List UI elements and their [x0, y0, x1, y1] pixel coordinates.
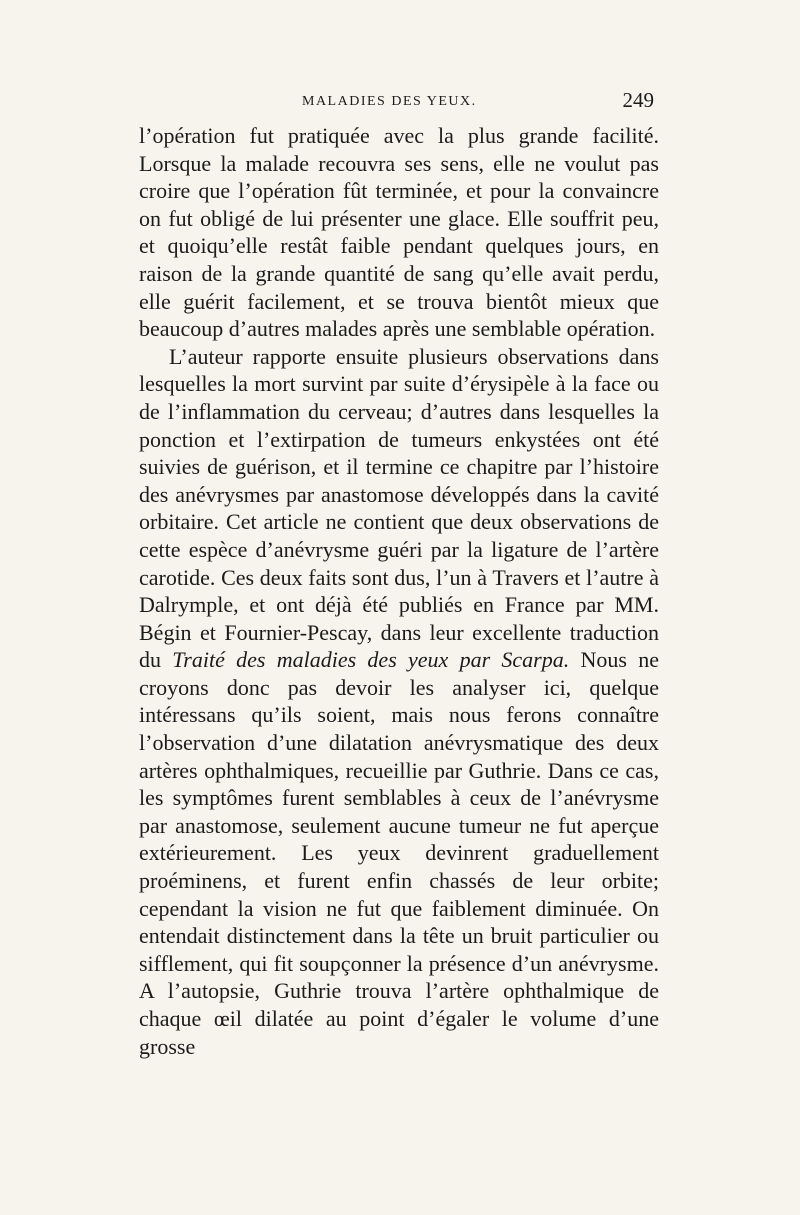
paragraph-continued: l’opération fut pratiquée avec la plus grande facilité. Lorsque la malade recouvra ses sens, elle ne voulut pas croire que l’opération fût terminée, et pour la convaincre on fut obligé de lui présenter une glace. Elle souffrit peu, et quoiqu’elle restât faible pendant quelques jours, en raison de la grande quantité de sang qu’elle avait perdu, elle guérit facilement, et se trouva bientôt mieux que beaucoup d’autres malades après une semblable opération.: [139, 123, 659, 342]
page-number: 249: [622, 88, 654, 112]
paragraph-text-before-title: L’auteur rapporte ensuite plusieurs observations dans lesquelles la mort survint par suite d’érysipèle à la face ou de l’inflammation du cerveau; d’autres dans lesquelles la ponction et l’extirpation de tumeurs enkystées ont été suivies de guérison, et il termine ce chapitre par l’histoire des anévrysmes par anastomose développés dans la cavité orbitaire. Cet article ne contient que deux observations de cette espèce d’anévrysme guéri par la ligature de l’artère carotide. Ces deux faits sont dus, l’un à Travers et l’autre à Dalrymple, et ont déjà été publiés en France par MM. Bégin et Fournier-Pescay, dans leur excellente traduction du: [139, 343, 659, 673]
running-title: MALADIES DES YEUX.: [302, 94, 477, 109]
paragraph-main: [139, 343, 659, 1060]
body-text: [139, 122, 659, 1060]
running-head: [140, 88, 660, 118]
book-title-italic: Traité des maladies des yeux par Scarpa.: [172, 647, 570, 673]
paragraph-text-after-title: Nous ne croyons donc pas devoir les analyser ici, quelque intéressans qu’ils soient, mais nous ferons connaître l’observation d’une dilatation anévrysmatique des deux artères ophthalmiques, recueillie par Guthrie. Dans ce cas, les symptômes furent semblables à ceux de l’anévrysme par anastomose, seulement aucune tumeur ne fut aperçue extérieurement. Les yeux devinrent graduellement proéminens, et furent enfin chassés de leur orbite; cependant la vision ne fut que faiblement diminuée. On entendait distinctement dans la tête un bruit particulier ou sifflement, qui fit soupçonner la présence d’un anévrysme. A l’autopsie, Guthrie trouva l’artère ophthalmique de chaque œil dilatée au point d’égaler le volume d’une grosse: [139, 647, 660, 1059]
